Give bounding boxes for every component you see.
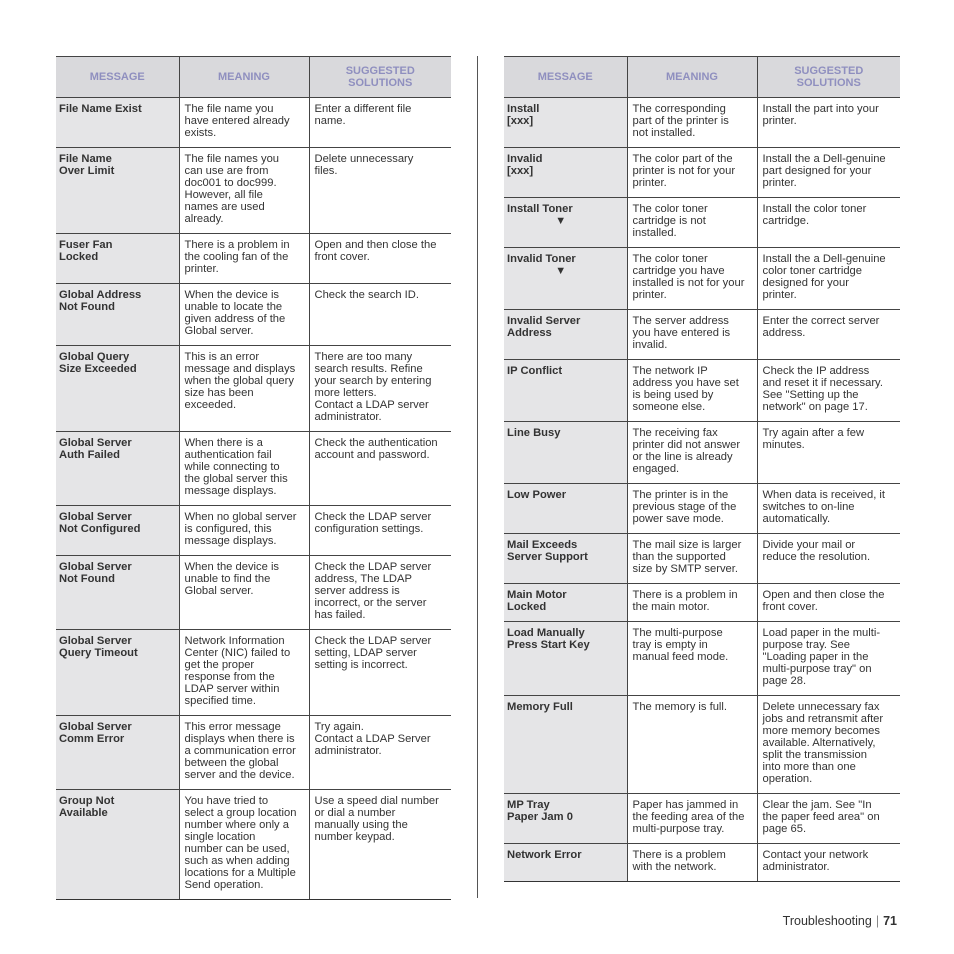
solution-cell: Check the IP address and reset it if necessary. See "Setting up the network" on page 17. xyxy=(757,360,900,422)
message-text: Memory Full xyxy=(507,701,573,713)
message-text: Global Server Auth Failed xyxy=(59,437,132,461)
column-header-solutions: SUGGESTED SOLUTIONS xyxy=(757,57,900,98)
message-text: Group Not Available xyxy=(59,795,115,819)
message-cell xyxy=(504,98,627,148)
message-text: Load Manually Press Start Key xyxy=(507,627,590,651)
table-row xyxy=(504,148,900,198)
table-row xyxy=(56,630,451,716)
message-cell xyxy=(56,148,179,234)
meaning-cell: When there is a authentication fail while connecting to the global server this message displays. xyxy=(179,432,309,506)
solution-cell: Enter the correct server address. xyxy=(757,310,900,360)
message-cell xyxy=(504,622,627,696)
meaning-cell: You have tried to select a group location number where only a single location number can be used, such as when adding locations for a Multiple Send operation. xyxy=(179,790,309,900)
meaning-cell: The mail size is larger than the supported size by SMTP server. xyxy=(627,534,757,584)
solution-cell: Divide your mail or reduce the resolution. xyxy=(757,534,900,584)
table-row xyxy=(504,310,900,360)
message-text: Global Server Query Timeout xyxy=(59,635,138,659)
solution-cell: Load paper in the multi- purpose tray. See "Loading paper in the multi-purpose tray" on page 28. xyxy=(757,622,900,696)
message-text: IP Conflict xyxy=(507,365,563,377)
table-row xyxy=(56,506,451,556)
table-row xyxy=(504,584,900,622)
table-row xyxy=(504,484,900,534)
solution-cell: Delete unnecessary files. xyxy=(309,148,451,234)
error-message-table-right xyxy=(504,56,900,882)
message-cell xyxy=(504,148,627,198)
error-message-table-left xyxy=(56,56,451,900)
message-cell xyxy=(504,794,627,844)
table-row xyxy=(504,98,900,148)
meaning-cell: The multi-purpose tray is empty in manual feed mode. xyxy=(627,622,757,696)
solution-cell: Check the authentication account and password. xyxy=(309,432,451,506)
message-text: File Name Over Limit xyxy=(59,153,115,177)
table-row xyxy=(56,98,451,148)
solution-cell: Install the a Dell-genuine color toner cartridge designed for your printer. xyxy=(757,248,900,310)
solution-cell: Try again after a few minutes. xyxy=(757,422,900,484)
table-row xyxy=(504,622,900,696)
meaning-cell: There is a problem in the main motor. xyxy=(627,584,757,622)
meaning-cell: This is an error message and displays when the global query size has been exceeded. xyxy=(179,346,309,432)
message-cell xyxy=(504,484,627,534)
table-row xyxy=(56,346,451,432)
message-text: Network Error xyxy=(507,849,582,861)
solution-cell: Delete unnecessary fax jobs and retransmit after more memory becomes available. Alternatively, split the transmission into more than one operation. xyxy=(757,696,900,794)
solution-cell: Contact your network administrator. xyxy=(757,844,900,882)
solution-cell: Install the part into your printer. xyxy=(757,98,900,148)
message-text: Main Motor Locked xyxy=(507,589,567,613)
meaning-cell: Paper has jammed in the feeding area of the multi-purpose tray. xyxy=(627,794,757,844)
message-text: File Name Exist xyxy=(59,103,142,115)
toner-down-arrow-icon: ▼ xyxy=(555,215,567,227)
message-cell xyxy=(56,98,179,148)
table-row xyxy=(56,556,451,630)
solution-cell: When data is received, it switches to on-line automatically. xyxy=(757,484,900,534)
message-text: Line Busy xyxy=(507,427,561,439)
column-header-solutions: SUGGESTED SOLUTIONS xyxy=(309,57,451,98)
meaning-cell: When the device is unable to locate the given address of the Global server. xyxy=(179,284,309,346)
message-text: Install [xxx] xyxy=(507,103,540,127)
message-cell xyxy=(504,696,627,794)
message-text: Global Query Size Exceeded xyxy=(59,351,137,375)
message-text: Global Address Not Found xyxy=(59,289,142,313)
solution-cell: Open and then close the front cover. xyxy=(757,584,900,622)
column-header-message: MESSAGE xyxy=(56,57,179,98)
solution-cell: Try again. Contact a LDAP Server administrator. xyxy=(309,716,451,790)
meaning-cell: The file name you have entered already exists. xyxy=(179,98,309,148)
solution-cell: Open and then close the front cover. xyxy=(309,234,451,284)
meaning-cell: There is a problem with the network. xyxy=(627,844,757,882)
column-header-meaning: MEANING xyxy=(627,57,757,98)
solution-cell: Install the a Dell-genuine part designed for your printer. xyxy=(757,148,900,198)
message-cell xyxy=(56,790,179,900)
table-row xyxy=(56,716,451,790)
meaning-cell: Network Information Center (NIC) failed to get the proper response from the LDAP server within specified time. xyxy=(179,630,309,716)
message-text: Mail Exceeds Server Support xyxy=(507,539,588,563)
solution-cell: Clear the jam. See "In the paper feed area" on page 65. xyxy=(757,794,900,844)
meaning-cell: The color toner cartridge you have installed is not for your printer. xyxy=(627,248,757,310)
meaning-cell: When no global server is configured, this message displays. xyxy=(179,506,309,556)
message-cell xyxy=(504,310,627,360)
message-cell xyxy=(504,534,627,584)
message-cell xyxy=(504,248,627,310)
table-row xyxy=(504,696,900,794)
meaning-cell: The printer is in the previous stage of the power save mode. xyxy=(627,484,757,534)
page-footer xyxy=(783,914,897,928)
message-text: MP Tray Paper Jam 0 xyxy=(507,799,573,823)
page-number: 71 xyxy=(883,914,897,928)
table-row xyxy=(504,422,900,484)
message-cell xyxy=(56,234,179,284)
message-cell xyxy=(56,716,179,790)
table-row xyxy=(56,432,451,506)
meaning-cell: The color part of the printer is not for your printer. xyxy=(627,148,757,198)
solution-cell: Install the color toner cartridge. xyxy=(757,198,900,248)
column-header-message: MESSAGE xyxy=(504,57,627,98)
message-cell xyxy=(56,284,179,346)
table-row xyxy=(56,234,451,284)
table-row xyxy=(56,284,451,346)
table-row xyxy=(56,790,451,900)
message-text: Fuser Fan Locked xyxy=(59,239,113,263)
message-text: Global Server Not Configured xyxy=(59,511,141,535)
table-header-row xyxy=(56,57,451,98)
footer-separator: | xyxy=(875,914,880,928)
meaning-cell: The memory is full. xyxy=(627,696,757,794)
table-row xyxy=(504,198,900,248)
meaning-cell: When the device is unable to find the Global server. xyxy=(179,556,309,630)
solution-cell: Check the LDAP server address, The LDAP server address is incorrect, or the server has failed. xyxy=(309,556,451,630)
meaning-cell: The receiving fax printer did not answer or the line is already engaged. xyxy=(627,422,757,484)
solution-cell: Check the LDAP server configuration settings. xyxy=(309,506,451,556)
message-text: Invalid Server Address xyxy=(507,315,581,339)
message-cell xyxy=(504,844,627,882)
message-cell xyxy=(56,432,179,506)
solution-cell: Enter a different file name. xyxy=(309,98,451,148)
column-divider xyxy=(477,56,478,898)
message-cell xyxy=(56,506,179,556)
solution-cell: There are too many search results. Refine your search by entering more letters. Contact a LDAP server administrator. xyxy=(309,346,451,432)
toner-down-arrow-icon: ▼ xyxy=(555,265,567,277)
message-cell xyxy=(504,584,627,622)
meaning-cell: The file names you can use are from doc001 to doc999. However, all file names are used already. xyxy=(179,148,309,234)
message-text: Invalid Toner xyxy=(507,253,576,265)
meaning-cell: The server address you have entered is invalid. xyxy=(627,310,757,360)
meaning-cell: This error message displays when there is a communication error between the global server and the device. xyxy=(179,716,309,790)
message-cell xyxy=(56,556,179,630)
column-header-meaning: MEANING xyxy=(179,57,309,98)
message-cell xyxy=(504,360,627,422)
message-cell xyxy=(504,198,627,248)
solution-cell: Check the LDAP server setting, LDAP server setting is incorrect. xyxy=(309,630,451,716)
meaning-cell: The color toner cartridge is not installed. xyxy=(627,198,757,248)
message-cell xyxy=(504,422,627,484)
solution-cell: Use a speed dial number or dial a number manually using the number keypad. xyxy=(309,790,451,900)
message-text: Global Server Not Found xyxy=(59,561,132,585)
message-cell xyxy=(56,630,179,716)
table-row xyxy=(504,534,900,584)
table-row xyxy=(56,148,451,234)
message-text: Global Server Comm Error xyxy=(59,721,132,745)
table-row xyxy=(504,248,900,310)
table-row xyxy=(504,360,900,422)
table-row xyxy=(504,794,900,844)
solution-cell: Check the search ID. xyxy=(309,284,451,346)
table-header-row xyxy=(504,57,900,98)
table-row xyxy=(504,844,900,882)
message-text: Low Power xyxy=(507,489,567,501)
meaning-cell: The network IP address you have set is being used by someone else. xyxy=(627,360,757,422)
meaning-cell: The corresponding part of the printer is not installed. xyxy=(627,98,757,148)
footer-section-title: Troubleshooting xyxy=(782,914,872,928)
meaning-cell: There is a problem in the cooling fan of the printer. xyxy=(179,234,309,284)
message-text: Invalid [xxx] xyxy=(507,153,543,177)
message-text: Install Toner xyxy=(507,203,573,215)
message-cell xyxy=(56,346,179,432)
